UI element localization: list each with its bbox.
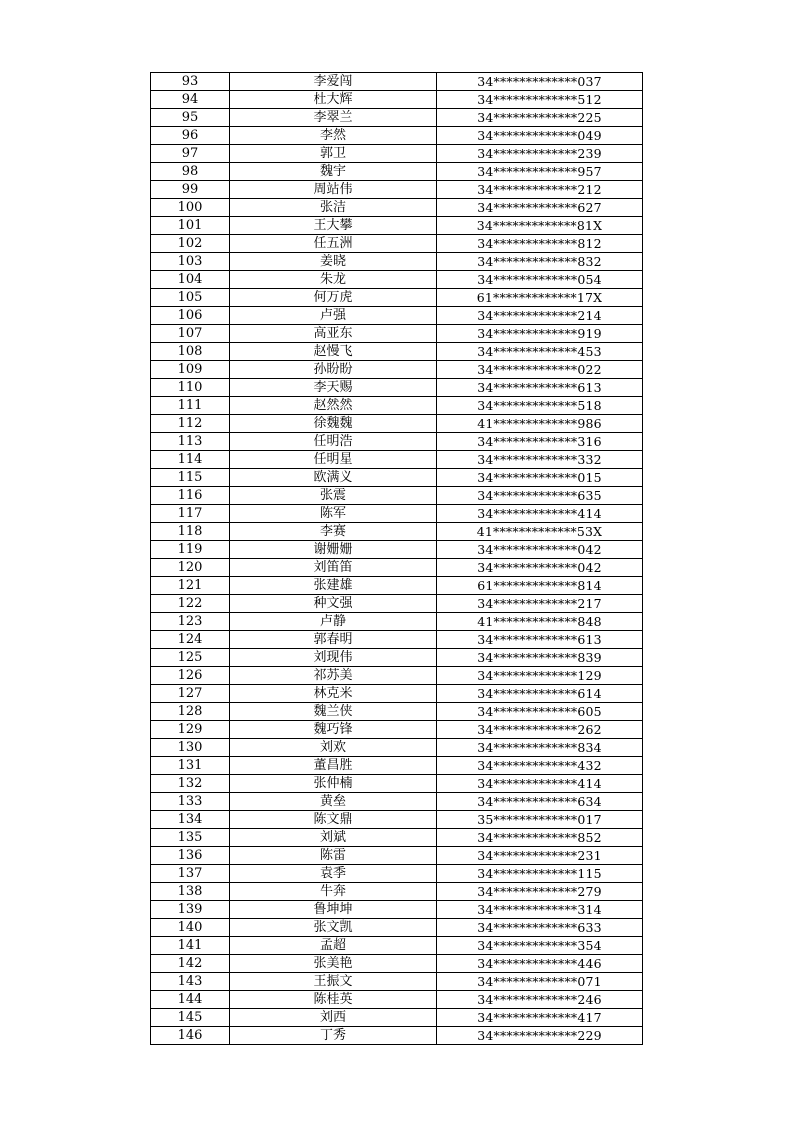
masked-id-number: 34*************225 (437, 109, 643, 127)
table-row (151, 343, 643, 361)
person-name: 刘西 (230, 1009, 437, 1027)
person-name: 任明浩 (230, 433, 437, 451)
person-name: 丁秀 (230, 1027, 437, 1045)
row-number: 98 (151, 163, 230, 181)
masked-id-number: 34*************314 (437, 901, 643, 919)
masked-id-number: 34*************054 (437, 271, 643, 289)
table-row (151, 865, 643, 883)
table-row (151, 955, 643, 973)
masked-id-number: 34*************852 (437, 829, 643, 847)
row-number: 120 (151, 559, 230, 577)
person-name: 王振文 (230, 973, 437, 991)
person-name: 任五洲 (230, 235, 437, 253)
masked-id-number: 34*************919 (437, 325, 643, 343)
row-number: 124 (151, 631, 230, 649)
masked-id-number: 34*************015 (437, 469, 643, 487)
table-row (151, 469, 643, 487)
row-number: 116 (151, 487, 230, 505)
masked-id-number: 34*************614 (437, 685, 643, 703)
person-name: 祁苏美 (230, 667, 437, 685)
masked-id-number: 35*************017 (437, 811, 643, 829)
row-number: 115 (151, 469, 230, 487)
row-number: 142 (151, 955, 230, 973)
row-number: 108 (151, 343, 230, 361)
person-name: 董昌胜 (230, 757, 437, 775)
table-row (151, 127, 643, 145)
row-number: 118 (151, 523, 230, 541)
person-name: 陈雷 (230, 847, 437, 865)
table-row (151, 631, 643, 649)
person-name: 陈军 (230, 505, 437, 523)
table-row (151, 217, 643, 235)
table-row (151, 793, 643, 811)
person-name: 欧满义 (230, 469, 437, 487)
table-row (151, 1027, 643, 1045)
person-name: 张仲楠 (230, 775, 437, 793)
table-row (151, 595, 643, 613)
table-row (151, 73, 643, 91)
masked-id-number: 34*************634 (437, 793, 643, 811)
masked-id-number: 34*************417 (437, 1009, 643, 1027)
table-row (151, 991, 643, 1009)
table-row (151, 109, 643, 127)
masked-id-number: 34*************839 (437, 649, 643, 667)
table-row (151, 163, 643, 181)
masked-id-number: 34*************834 (437, 739, 643, 757)
row-number: 139 (151, 901, 230, 919)
person-name: 王大攀 (230, 217, 437, 235)
person-name: 任明星 (230, 451, 437, 469)
row-number: 125 (151, 649, 230, 667)
table-row (151, 1009, 643, 1027)
masked-id-number: 34*************512 (437, 91, 643, 109)
masked-id-number: 34*************262 (437, 721, 643, 739)
row-number: 99 (151, 181, 230, 199)
masked-id-number: 34*************316 (437, 433, 643, 451)
table-row (151, 775, 643, 793)
table-row (151, 937, 643, 955)
row-number: 143 (151, 973, 230, 991)
row-number: 138 (151, 883, 230, 901)
row-number: 140 (151, 919, 230, 937)
row-number: 113 (151, 433, 230, 451)
person-name: 刘斌 (230, 829, 437, 847)
table-row (151, 505, 643, 523)
masked-id-number: 34*************81X (437, 217, 643, 235)
roster-body (151, 73, 643, 1045)
masked-id-number: 34*************453 (437, 343, 643, 361)
person-name: 杜大辉 (230, 91, 437, 109)
row-number: 129 (151, 721, 230, 739)
table-row (151, 235, 643, 253)
masked-id-number: 34*************446 (437, 955, 643, 973)
table-row (151, 667, 643, 685)
masked-id-number: 34*************129 (437, 667, 643, 685)
masked-id-number: 34*************812 (437, 235, 643, 253)
table-row (151, 541, 643, 559)
table-row (151, 613, 643, 631)
table-row (151, 973, 643, 991)
person-name: 何万虎 (230, 289, 437, 307)
person-name: 林克米 (230, 685, 437, 703)
row-number: 107 (151, 325, 230, 343)
person-name: 魏宇 (230, 163, 437, 181)
person-name: 姜晓 (230, 253, 437, 271)
masked-id-number: 34*************231 (437, 847, 643, 865)
masked-id-number: 34*************239 (437, 145, 643, 163)
row-number: 146 (151, 1027, 230, 1045)
person-name: 张文凯 (230, 919, 437, 937)
row-number: 134 (151, 811, 230, 829)
table-row (151, 523, 643, 541)
person-name: 李然 (230, 127, 437, 145)
table-row (151, 397, 643, 415)
person-name: 种文强 (230, 595, 437, 613)
masked-id-number: 34*************332 (437, 451, 643, 469)
row-number: 104 (151, 271, 230, 289)
masked-id-number: 34*************832 (437, 253, 643, 271)
row-number: 96 (151, 127, 230, 145)
row-number: 101 (151, 217, 230, 235)
row-number: 109 (151, 361, 230, 379)
masked-id-number: 34*************633 (437, 919, 643, 937)
masked-id-number: 41*************986 (437, 415, 643, 433)
roster-table (150, 72, 643, 1045)
table-row (151, 91, 643, 109)
table-row (151, 721, 643, 739)
person-name: 李翠兰 (230, 109, 437, 127)
masked-id-number: 41*************848 (437, 613, 643, 631)
row-number: 103 (151, 253, 230, 271)
masked-id-number: 34*************354 (437, 937, 643, 955)
person-name: 卢强 (230, 307, 437, 325)
row-number: 133 (151, 793, 230, 811)
masked-id-number: 34*************212 (437, 181, 643, 199)
person-name: 赵然然 (230, 397, 437, 415)
row-number: 135 (151, 829, 230, 847)
masked-id-number: 41*************53X (437, 523, 643, 541)
table-row (151, 685, 643, 703)
row-number: 141 (151, 937, 230, 955)
row-number: 117 (151, 505, 230, 523)
person-name: 张建雄 (230, 577, 437, 595)
table-row (151, 487, 643, 505)
masked-id-number: 34*************432 (437, 757, 643, 775)
table-row (151, 289, 643, 307)
masked-id-number: 34*************279 (437, 883, 643, 901)
table-row (151, 307, 643, 325)
row-number: 112 (151, 415, 230, 433)
person-name: 魏兰侠 (230, 703, 437, 721)
row-number: 105 (151, 289, 230, 307)
masked-id-number: 34*************214 (437, 307, 643, 325)
table-row (151, 919, 643, 937)
person-name: 黄垒 (230, 793, 437, 811)
table-row (151, 271, 643, 289)
masked-id-number: 34*************049 (437, 127, 643, 145)
person-name: 张美艳 (230, 955, 437, 973)
table-row (151, 253, 643, 271)
person-name: 卢静 (230, 613, 437, 631)
row-number: 145 (151, 1009, 230, 1027)
masked-id-number: 34*************042 (437, 559, 643, 577)
person-name: 李爱闯 (230, 73, 437, 91)
row-number: 97 (151, 145, 230, 163)
table-row (151, 811, 643, 829)
table-row (151, 433, 643, 451)
masked-id-number: 61*************814 (437, 577, 643, 595)
masked-id-number: 34*************217 (437, 595, 643, 613)
person-name: 周站伟 (230, 181, 437, 199)
masked-id-number: 34*************613 (437, 631, 643, 649)
masked-id-number: 34*************414 (437, 775, 643, 793)
masked-id-number: 34*************605 (437, 703, 643, 721)
row-number: 136 (151, 847, 230, 865)
row-number: 121 (151, 577, 230, 595)
table-row (151, 649, 643, 667)
person-name: 刘现伟 (230, 649, 437, 667)
row-number: 102 (151, 235, 230, 253)
masked-id-number: 34*************246 (437, 991, 643, 1009)
row-number: 122 (151, 595, 230, 613)
masked-id-number: 34*************414 (437, 505, 643, 523)
person-name: 谢姗姗 (230, 541, 437, 559)
person-name: 张震 (230, 487, 437, 505)
person-name: 孟超 (230, 937, 437, 955)
row-number: 114 (151, 451, 230, 469)
table-row (151, 181, 643, 199)
masked-id-number: 34*************042 (437, 541, 643, 559)
row-number: 111 (151, 397, 230, 415)
person-name: 郭春明 (230, 631, 437, 649)
table-row (151, 901, 643, 919)
person-name: 高亚东 (230, 325, 437, 343)
table-row (151, 559, 643, 577)
row-number: 123 (151, 613, 230, 631)
row-number: 100 (151, 199, 230, 217)
table-row (151, 451, 643, 469)
row-number: 126 (151, 667, 230, 685)
table-row (151, 415, 643, 433)
person-name: 魏巧锋 (230, 721, 437, 739)
person-name: 袁季 (230, 865, 437, 883)
table-row (151, 325, 643, 343)
person-name: 徐魏魏 (230, 415, 437, 433)
masked-id-number: 34*************037 (437, 73, 643, 91)
row-number: 131 (151, 757, 230, 775)
table-row (151, 361, 643, 379)
person-name: 郭卫 (230, 145, 437, 163)
person-name: 李赛 (230, 523, 437, 541)
table-row (151, 739, 643, 757)
person-name: 赵慢飞 (230, 343, 437, 361)
table-row (151, 703, 643, 721)
row-number: 106 (151, 307, 230, 325)
person-name: 鲁坤坤 (230, 901, 437, 919)
masked-id-number: 34*************022 (437, 361, 643, 379)
person-name: 刘笛笛 (230, 559, 437, 577)
person-name: 牛奔 (230, 883, 437, 901)
table-row (151, 829, 643, 847)
person-name: 李天赐 (230, 379, 437, 397)
person-name: 陈桂英 (230, 991, 437, 1009)
table-row (151, 199, 643, 217)
row-number: 95 (151, 109, 230, 127)
masked-id-number: 34*************613 (437, 379, 643, 397)
row-number: 128 (151, 703, 230, 721)
row-number: 130 (151, 739, 230, 757)
masked-id-number: 34*************115 (437, 865, 643, 883)
masked-id-number: 34*************518 (437, 397, 643, 415)
row-number: 137 (151, 865, 230, 883)
row-number: 132 (151, 775, 230, 793)
table-row (151, 379, 643, 397)
masked-id-number: 34*************229 (437, 1027, 643, 1045)
person-name: 刘欢 (230, 739, 437, 757)
row-number: 119 (151, 541, 230, 559)
row-number: 94 (151, 91, 230, 109)
row-number: 110 (151, 379, 230, 397)
table-row (151, 577, 643, 595)
table-row (151, 145, 643, 163)
masked-id-number: 34*************957 (437, 163, 643, 181)
masked-id-number: 34*************071 (437, 973, 643, 991)
person-name: 孙盼盼 (230, 361, 437, 379)
table-row (151, 757, 643, 775)
row-number: 127 (151, 685, 230, 703)
person-name: 朱龙 (230, 271, 437, 289)
masked-id-number: 34*************635 (437, 487, 643, 505)
table-row (151, 847, 643, 865)
person-name: 张洁 (230, 199, 437, 217)
table-row (151, 883, 643, 901)
person-name: 陈文鼎 (230, 811, 437, 829)
masked-id-number: 34*************627 (437, 199, 643, 217)
row-number: 144 (151, 991, 230, 1009)
row-number: 93 (151, 73, 230, 91)
masked-id-number: 61*************17X (437, 289, 643, 307)
